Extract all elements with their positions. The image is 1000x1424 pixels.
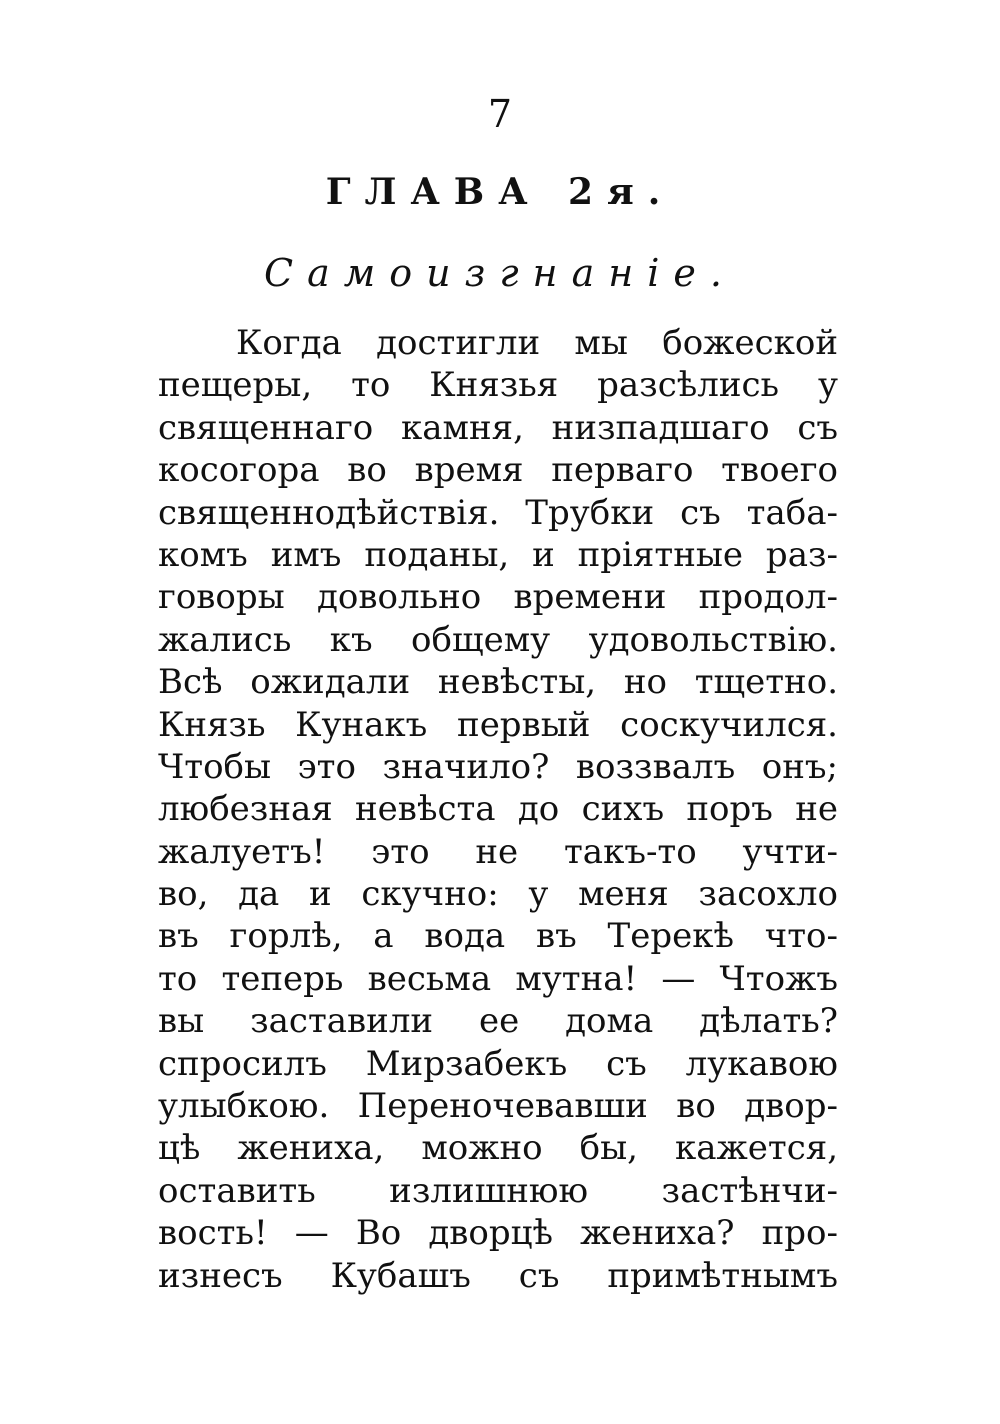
text-line: улыбкою. Переночевавши во двор-: [158, 1086, 838, 1127]
text-line: Всѣ ожидали невѣсты, но тщетно.: [158, 662, 838, 703]
text-line: говоры довольно времени продол-: [158, 577, 838, 618]
page-number: 7: [487, 92, 513, 136]
text-line: пещеры, то Князья разсѣлись у: [158, 365, 838, 406]
text-line: жались къ общему удовольствію.: [158, 619, 838, 660]
text-line: во, да и скучно: у меня засохло: [158, 874, 838, 915]
text-line: вость! — Во дворцѣ жениха? про-: [158, 1213, 838, 1254]
chapter-heading: ГЛАВА 2я.: [325, 171, 675, 213]
text-line: то теперь весьма мутна! — Чтожъ: [158, 958, 838, 999]
text-line: Князь Кунакъ первый соскучился.: [158, 704, 838, 745]
text-line: спросилъ Мирзабекъ съ лукавою: [158, 1043, 838, 1084]
text-line: жалуетъ! это не такъ-то учти-: [158, 831, 838, 872]
text-line: Когда достигли мы божеской: [236, 323, 838, 363]
chapter-subtitle: Самоизгнанie.: [264, 251, 736, 295]
body-text: [158, 322, 838, 1297]
text-line: изнесъ Кубашъ съ примѣтнымъ: [158, 1255, 838, 1296]
text-line: Чтобы это значило? воззвалъ онъ;: [158, 746, 838, 787]
text-line: священнаго камня, низпадшаго съ: [158, 407, 838, 448]
text-line: цѣ жениха, можно бы, кажется,: [158, 1128, 838, 1169]
text-line: косогора во время перваго твоего: [158, 450, 838, 491]
text-line: оставить излишнюю застѣнчи-: [158, 1170, 838, 1211]
text-line: любезная невѣста до сихъ поръ не: [158, 789, 838, 830]
text-line: въ горлѣ, а вода въ Терекѣ что-: [158, 916, 838, 957]
text-line: вы заставили ее дома дѣлать?: [158, 1001, 838, 1042]
text-line: комъ имъ поданы, и пріятные раз-: [158, 534, 838, 575]
text-line: священнодѣйствія. Трубки съ таба-: [158, 492, 838, 533]
